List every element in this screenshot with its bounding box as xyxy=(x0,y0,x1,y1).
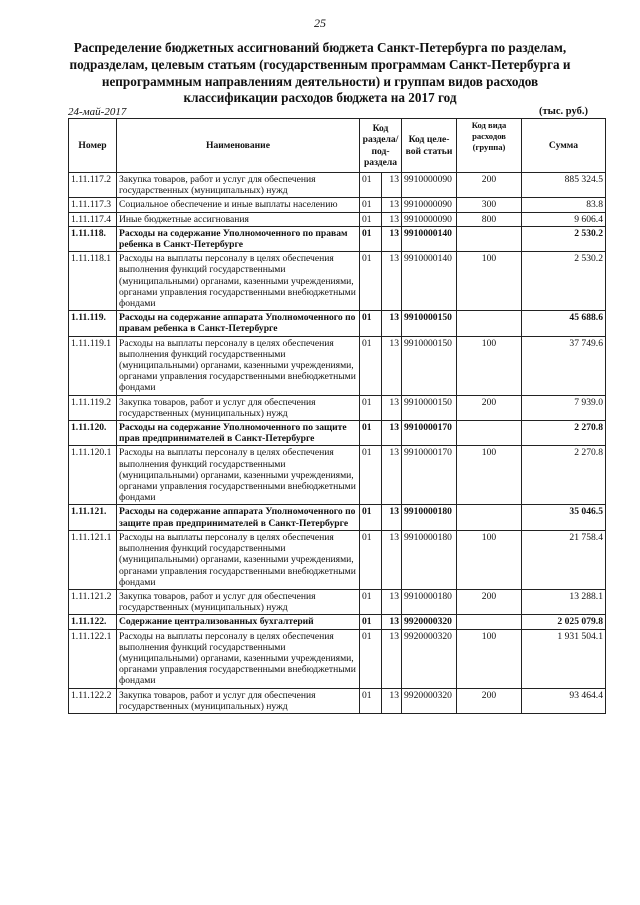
row-expense-type: 200 xyxy=(457,589,522,614)
row-expense-type: 100 xyxy=(457,336,522,395)
table-row xyxy=(69,252,606,311)
row-sum: 2 270.8 xyxy=(522,446,606,505)
table-row xyxy=(69,629,606,688)
row-section-code: 01 xyxy=(360,530,382,589)
row-sum: 2 025 079.8 xyxy=(522,615,606,629)
row-number: 1.11.121.1 xyxy=(69,530,117,589)
header-name: Наименование xyxy=(117,119,360,173)
row-number: 1.11.119. xyxy=(69,311,117,336)
row-name: Расходы на содержание Уполномоченного по правам ребенка в Санкт-Петербурге xyxy=(117,226,360,251)
row-subsection-code: 13 xyxy=(382,615,402,629)
row-number: 1.11.117.2 xyxy=(69,173,117,198)
header-target: Код целе-вой статьи xyxy=(402,119,457,173)
row-sum: 7 939.0 xyxy=(522,395,606,420)
table-row xyxy=(69,226,606,251)
row-expense-type: 100 xyxy=(457,629,522,688)
row-target-code: 9910000180 xyxy=(402,530,457,589)
row-target-code: 9910000150 xyxy=(402,336,457,395)
table-row xyxy=(69,505,606,530)
row-target-code: 9910000180 xyxy=(402,589,457,614)
row-name: Расходы на выплаты персоналу в целях обеспечения выполнения функций государственными (муниципальными) органами, казенными учреждениями, органами управления государственными внебюджетными фондами xyxy=(117,336,360,395)
row-sum: 35 046.5 xyxy=(522,505,606,530)
table-row xyxy=(69,311,606,336)
row-sum: 9 606.4 xyxy=(522,212,606,226)
row-subsection-code: 13 xyxy=(382,252,402,311)
row-name: Закупка товаров, работ и услуг для обеспечения государственных (муниципальных) нужд xyxy=(117,395,360,420)
row-expense-type: 200 xyxy=(457,688,522,713)
row-sum: 1 931 504.1 xyxy=(522,629,606,688)
row-section-code: 01 xyxy=(360,589,382,614)
row-expense-type: 100 xyxy=(457,252,522,311)
row-number: 1.11.122.2 xyxy=(69,688,117,713)
row-section-code: 01 xyxy=(360,505,382,530)
row-target-code: 9920000320 xyxy=(402,615,457,629)
row-subsection-code: 13 xyxy=(382,173,402,198)
row-target-code: 9910000090 xyxy=(402,198,457,212)
row-expense-type: 200 xyxy=(457,395,522,420)
table-row xyxy=(69,421,606,446)
row-number: 1.11.119.2 xyxy=(69,395,117,420)
header-sum: Сумма xyxy=(522,119,606,173)
table-row xyxy=(69,530,606,589)
row-name: Закупка товаров, работ и услуг для обеспечения государственных (муниципальных) нужд xyxy=(117,589,360,614)
row-expense-type: 800 xyxy=(457,212,522,226)
row-sum: 83.8 xyxy=(522,198,606,212)
row-name: Расходы на содержание Уполномоченного по защите прав предпринимателей в Санкт-Петербурге xyxy=(117,421,360,446)
row-subsection-code: 13 xyxy=(382,446,402,505)
row-section-code: 01 xyxy=(360,212,382,226)
row-target-code: 9910000150 xyxy=(402,395,457,420)
row-name: Расходы на содержание аппарата Уполномоченного по правам ребенка в Санкт-Петербурге xyxy=(117,311,360,336)
row-target-code: 9910000090 xyxy=(402,212,457,226)
row-number: 1.11.122. xyxy=(69,615,117,629)
table-row xyxy=(69,446,606,505)
row-target-code: 9910000150 xyxy=(402,311,457,336)
table-header-row xyxy=(69,119,606,173)
row-number: 1.11.122.1 xyxy=(69,629,117,688)
row-subsection-code: 13 xyxy=(382,530,402,589)
row-target-code: 9910000170 xyxy=(402,446,457,505)
row-expense-type xyxy=(457,421,522,446)
row-expense-type: 200 xyxy=(457,173,522,198)
row-subsection-code: 13 xyxy=(382,629,402,688)
row-expense-type xyxy=(457,226,522,251)
row-section-code: 01 xyxy=(360,446,382,505)
row-expense-type: 300 xyxy=(457,198,522,212)
row-section-code: 01 xyxy=(360,311,382,336)
row-name: Содержание централизованных бухгалтерий xyxy=(117,615,360,629)
row-target-code: 9910000140 xyxy=(402,252,457,311)
row-number: 1.11.119.1 xyxy=(69,336,117,395)
row-target-code: 9910000170 xyxy=(402,421,457,446)
row-sum: 37 749.6 xyxy=(522,336,606,395)
row-section-code: 01 xyxy=(360,615,382,629)
row-subsection-code: 13 xyxy=(382,311,402,336)
row-name: Закупка товаров, работ и услуг для обеспечения государственных (муниципальных) нужд xyxy=(117,173,360,198)
row-number: 1.11.118. xyxy=(69,226,117,251)
row-section-code: 01 xyxy=(360,252,382,311)
row-section-code: 01 xyxy=(360,336,382,395)
row-sum: 13 288.1 xyxy=(522,589,606,614)
row-subsection-code: 13 xyxy=(382,589,402,614)
row-expense-type xyxy=(457,505,522,530)
header-expense-type: Код вида расходов (группа) xyxy=(457,119,522,173)
row-subsection-code: 13 xyxy=(382,421,402,446)
row-number: 1.11.121.2 xyxy=(69,589,117,614)
row-section-code: 01 xyxy=(360,421,382,446)
row-subsection-code: 13 xyxy=(382,688,402,713)
row-subsection-code: 13 xyxy=(382,226,402,251)
row-target-code: 9920000320 xyxy=(402,688,457,713)
budget-table xyxy=(68,118,606,714)
row-subsection-code: 13 xyxy=(382,505,402,530)
row-number: 1.11.118.1 xyxy=(69,252,117,311)
row-section-code: 01 xyxy=(360,629,382,688)
row-name: Иные бюджетные ассигнования xyxy=(117,212,360,226)
table-row xyxy=(69,198,606,212)
row-name: Закупка товаров, работ и услуг для обеспечения государственных (муниципальных) нужд xyxy=(117,688,360,713)
row-sum: 45 688.6 xyxy=(522,311,606,336)
table-row xyxy=(69,173,606,198)
document-title: Распределение бюджетных ассигнований бюджета Санкт-Петербурга по разделам, подразделам, целевым статьям (государственным программам Санкт-Петербурга и непрограммным направлениям деятельности) и группам видов расходов классификации расходов бюджета на 2017 год xyxy=(69,40,571,106)
row-name: Расходы на выплаты персоналу в целях обеспечения выполнения функций государственными (муниципальными) органами, казенными учреждениями, органами управления государственными внебюджетными фондами xyxy=(117,446,360,505)
row-sum: 21 758.4 xyxy=(522,530,606,589)
row-target-code: 9910000180 xyxy=(402,505,457,530)
header-section: Код раздела/ под-раздела xyxy=(360,119,402,173)
row-expense-type: 100 xyxy=(457,446,522,505)
page-number: 25 xyxy=(314,16,326,30)
table-row xyxy=(69,615,606,629)
row-sum: 2 530.2 xyxy=(522,252,606,311)
row-sum: 885 324.5 xyxy=(522,173,606,198)
row-subsection-code: 13 xyxy=(382,395,402,420)
row-subsection-code: 13 xyxy=(382,336,402,395)
row-sum: 2 530.2 xyxy=(522,226,606,251)
row-section-code: 01 xyxy=(360,198,382,212)
header-number: Номер xyxy=(69,119,117,173)
row-sum: 93 464.4 xyxy=(522,688,606,713)
table-body xyxy=(69,173,606,714)
units-label: (тыс. руб.) xyxy=(539,106,588,117)
table-row xyxy=(69,336,606,395)
row-target-code: 9920000320 xyxy=(402,629,457,688)
row-subsection-code: 13 xyxy=(382,212,402,226)
row-subsection-code: 13 xyxy=(382,198,402,212)
row-name: Расходы на выплаты персоналу в целях обеспечения выполнения функций государственными (муниципальными) органами, казенными учреждениями, органами управления государственными внебюджетными фондами xyxy=(117,252,360,311)
row-target-code: 9910000140 xyxy=(402,226,457,251)
row-name: Расходы на содержание аппарата Уполномоченного по защите прав предпринимателей в Санкт-Петербурге xyxy=(117,505,360,530)
row-section-code: 01 xyxy=(360,395,382,420)
row-expense-type xyxy=(457,311,522,336)
row-section-code: 01 xyxy=(360,688,382,713)
row-sum: 2 270.8 xyxy=(522,421,606,446)
row-section-code: 01 xyxy=(360,226,382,251)
row-name: Расходы на выплаты персоналу в целях обеспечения выполнения функций государственными (муниципальными) органами, казенными учреждениями, органами управления государственными внебюджетными фондами xyxy=(117,530,360,589)
row-number: 1.11.117.3 xyxy=(69,198,117,212)
document-date: 24-май-2017 xyxy=(68,106,127,118)
row-number: 1.11.120.1 xyxy=(69,446,117,505)
row-target-code: 9910000090 xyxy=(402,173,457,198)
row-number: 1.11.120. xyxy=(69,421,117,446)
row-expense-type xyxy=(457,615,522,629)
table-row xyxy=(69,212,606,226)
row-section-code: 01 xyxy=(360,173,382,198)
row-expense-type: 100 xyxy=(457,530,522,589)
row-name: Социальное обеспечение и иные выплаты населению xyxy=(117,198,360,212)
row-number: 1.11.117.4 xyxy=(69,212,117,226)
table-row xyxy=(69,589,606,614)
table-row xyxy=(69,395,606,420)
row-name: Расходы на выплаты персоналу в целях обеспечения выполнения функций государственными (муниципальными) органами, казенными учреждениями, органами управления государственными внебюджетными фондами xyxy=(117,629,360,688)
row-number: 1.11.121. xyxy=(69,505,117,530)
table-row xyxy=(69,688,606,713)
